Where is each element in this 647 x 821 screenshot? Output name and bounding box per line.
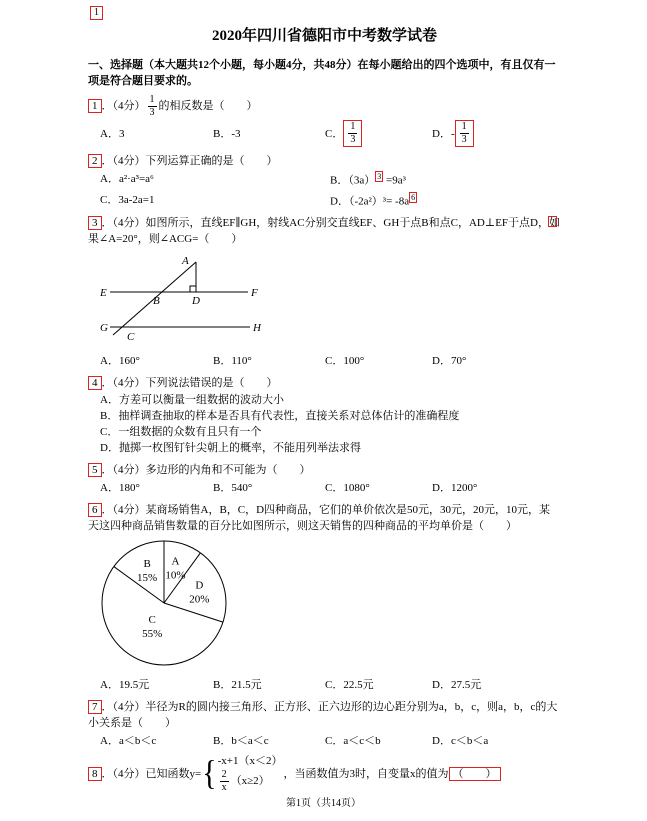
question-number: 2 — [88, 154, 102, 168]
q4-stem — [88, 375, 561, 391]
q1-stem-text: 的相反数是（ ） — [158, 100, 258, 113]
q3-options — [88, 353, 561, 369]
pie-slice-label: B — [143, 558, 151, 571]
option-a: A．180° — [100, 482, 140, 495]
q5-stem-text: 多边形的内角和不可能为（ ） — [145, 464, 311, 477]
question-points: ．（4分） — [101, 100, 146, 113]
question-number: 6 — [88, 503, 102, 517]
q6-options — [88, 677, 561, 693]
question-3 — [88, 215, 561, 369]
option-a: A．160° — [100, 355, 140, 368]
pie-chart — [92, 537, 242, 672]
fraction: $\frac{1}{3}$ — [461, 121, 467, 145]
q8-stem-tail: ，当函数值为3时，自变量x的值为 — [283, 768, 449, 781]
question-number: 8 — [88, 767, 102, 781]
option-c: C．a＜c＜b — [325, 735, 381, 748]
geometry-figure — [100, 252, 275, 347]
question-number: 1 — [88, 99, 102, 113]
fraction: $\frac{2}{x}$ — [221, 769, 227, 794]
option-a: A．方差可以衡量一组数据的波动大小 — [100, 394, 284, 407]
q7-options — [88, 733, 561, 749]
question-6 — [88, 502, 561, 693]
pie-slice-label: C — [148, 614, 156, 627]
q7-stem-text: 半径为R的圆内接三角形、正方形、正六边形的边心距分别为a，b，c，则a，b，c的大小关系是（ ） — [88, 701, 558, 730]
q5-stem — [88, 462, 561, 478]
option-d: D．（-2a²）³= -8a $^6$ — [330, 192, 416, 208]
question-number: 4 — [88, 376, 102, 390]
option-b: B．110° — [213, 355, 252, 368]
option-c: C．3a-2a=1 — [100, 193, 155, 206]
pie-slice-percentage: 15% — [137, 572, 158, 585]
question-points: ．（4分） — [101, 768, 146, 781]
q2-options — [88, 171, 561, 209]
figure-label-b: B — [153, 295, 160, 308]
pie-slice-percentage: 20% — [189, 593, 210, 606]
pie-slice-label: A — [171, 555, 180, 568]
question-1 — [88, 95, 561, 147]
annotation-box — [455, 120, 474, 147]
pie-slice-percentage: 10% — [165, 569, 186, 582]
option-b: B．抽样调查抽取的样本是否具有代表性，直接关系对总体估计的准确程度 — [100, 410, 460, 423]
figure-label-e: E — [100, 287, 107, 300]
question-7 — [88, 699, 561, 749]
question-points: ．（4分） — [101, 377, 146, 390]
piecewise-case-1: -x+1（x＜2） — [217, 755, 283, 768]
option-a: A．a＜b＜c — [100, 735, 157, 748]
q3-stem — [88, 215, 561, 247]
option-c: C．1080° — [325, 482, 370, 495]
option-d: D．1200° — [432, 482, 478, 495]
q2-stem — [88, 153, 561, 169]
piecewise-function — [202, 755, 282, 793]
fraction: $\frac{1}{3}$ — [350, 121, 356, 145]
q8-stem — [88, 755, 561, 793]
question-points: ．（4分） — [101, 701, 146, 714]
pie-slice-boundary — [164, 603, 223, 622]
option-c: C．一组数据的众数有且只有一个 — [100, 426, 262, 439]
annotation-box: 3 — [377, 172, 382, 181]
option-b: B．21.5元 — [213, 679, 262, 692]
figure-label-a: A — [182, 255, 189, 268]
question-number: 3 — [88, 216, 102, 230]
q1-options — [88, 120, 561, 147]
q3-figure — [100, 252, 561, 350]
question-points: ．（4分） — [101, 504, 146, 517]
q8-stem-text: 已知函数y= — [145, 768, 202, 781]
brace: { — [202, 754, 217, 793]
q5-options — [88, 480, 561, 496]
option-b: B．540° — [213, 482, 253, 495]
option-c: C． $\frac{1}{3}$ — [325, 120, 432, 147]
option-a: A．19.5元 — [100, 679, 150, 692]
figure-label-h: H — [253, 322, 261, 335]
q2-stem-text: 下列运算正确的是（ ） — [145, 155, 278, 167]
question-2 — [88, 153, 561, 209]
option-d: D．27.5元 — [432, 679, 482, 692]
question-5 — [88, 462, 561, 496]
option-b: B．（3a） $^3$ =9a³ — [330, 172, 406, 187]
annotation-box — [548, 216, 557, 227]
option-d: D．c＜b＜a — [432, 735, 489, 748]
option-a: A． 3 — [100, 127, 125, 140]
q3-stem-text: 如图所示，直线EF∥GH，射线AC分别交直线EF、GH于点B和点C，AD⊥EF于点D，如果∠A=20°，则∠ACG=（ ） — [88, 217, 560, 246]
option-d: D．抛掷一枚图钉针尖朝上的概率，不能用列举法求得 — [100, 442, 361, 455]
fraction: $\frac{1}{3}$ — [149, 94, 155, 118]
question-4 — [88, 375, 561, 456]
page-corner-marker: 1 — [90, 6, 103, 20]
question-number: 5 — [88, 463, 102, 477]
option-c: C．22.5元 — [325, 679, 374, 692]
option-b: B． -3 — [213, 127, 241, 140]
annotation-box: 6 — [411, 192, 416, 202]
q6-stem-text: 某商场销售A，B，C，D四种商品，它们的单价依次是50元，30元，20元，10元，某天这四种商品销售数量的百分比如图所示，则这天销售的四种商品的平均单价是（ ） — [88, 504, 551, 533]
option-b: B．b＜a＜c — [213, 735, 269, 748]
q4-stem-text: 下列说法错误的是（ ） — [145, 377, 278, 390]
annotation-box — [343, 120, 362, 147]
page-footer: 第1页（共14页） — [286, 798, 361, 809]
annotation-box: （ ） — [449, 767, 501, 781]
figure-label-f: F — [251, 287, 258, 300]
option-a: A．a²·a³=a⁶ — [100, 173, 154, 185]
exponent — [409, 193, 417, 202]
section-intro: 一、选择题（本大题共12个小题，每小题4分，共48分）在每小题给出的四个选项中，有且仅有一项是符合题目要求的。 — [88, 59, 556, 87]
q6-figure — [92, 537, 561, 675]
option-d: D． - $\frac{1}{3}$ — [432, 120, 561, 147]
pie-slice-percentage: 55% — [142, 628, 163, 641]
q4-options — [88, 392, 561, 456]
q1-stem — [88, 95, 561, 118]
question-number: 7 — [88, 700, 102, 714]
figure-label-d: D — [192, 295, 200, 308]
question-8 — [88, 755, 561, 793]
question-points: ．（4分） — [101, 217, 146, 230]
figure-label-g: G — [100, 322, 108, 335]
option-d: D．70° — [432, 355, 467, 368]
piecewise-case-2: $\frac{2}{x}$ （x≥2） — [221, 769, 270, 794]
option-c: C．100° — [325, 355, 365, 368]
question-points: ．（4分） — [101, 464, 146, 477]
q7-stem — [88, 699, 561, 731]
page-title: 2020年四川省德阳市中考数学试卷 — [211, 28, 437, 44]
pie-slice-label: D — [195, 579, 204, 592]
q6-stem — [88, 502, 561, 534]
figure-label-c: C — [127, 331, 135, 344]
question-points: ．（4分） — [101, 155, 146, 167]
